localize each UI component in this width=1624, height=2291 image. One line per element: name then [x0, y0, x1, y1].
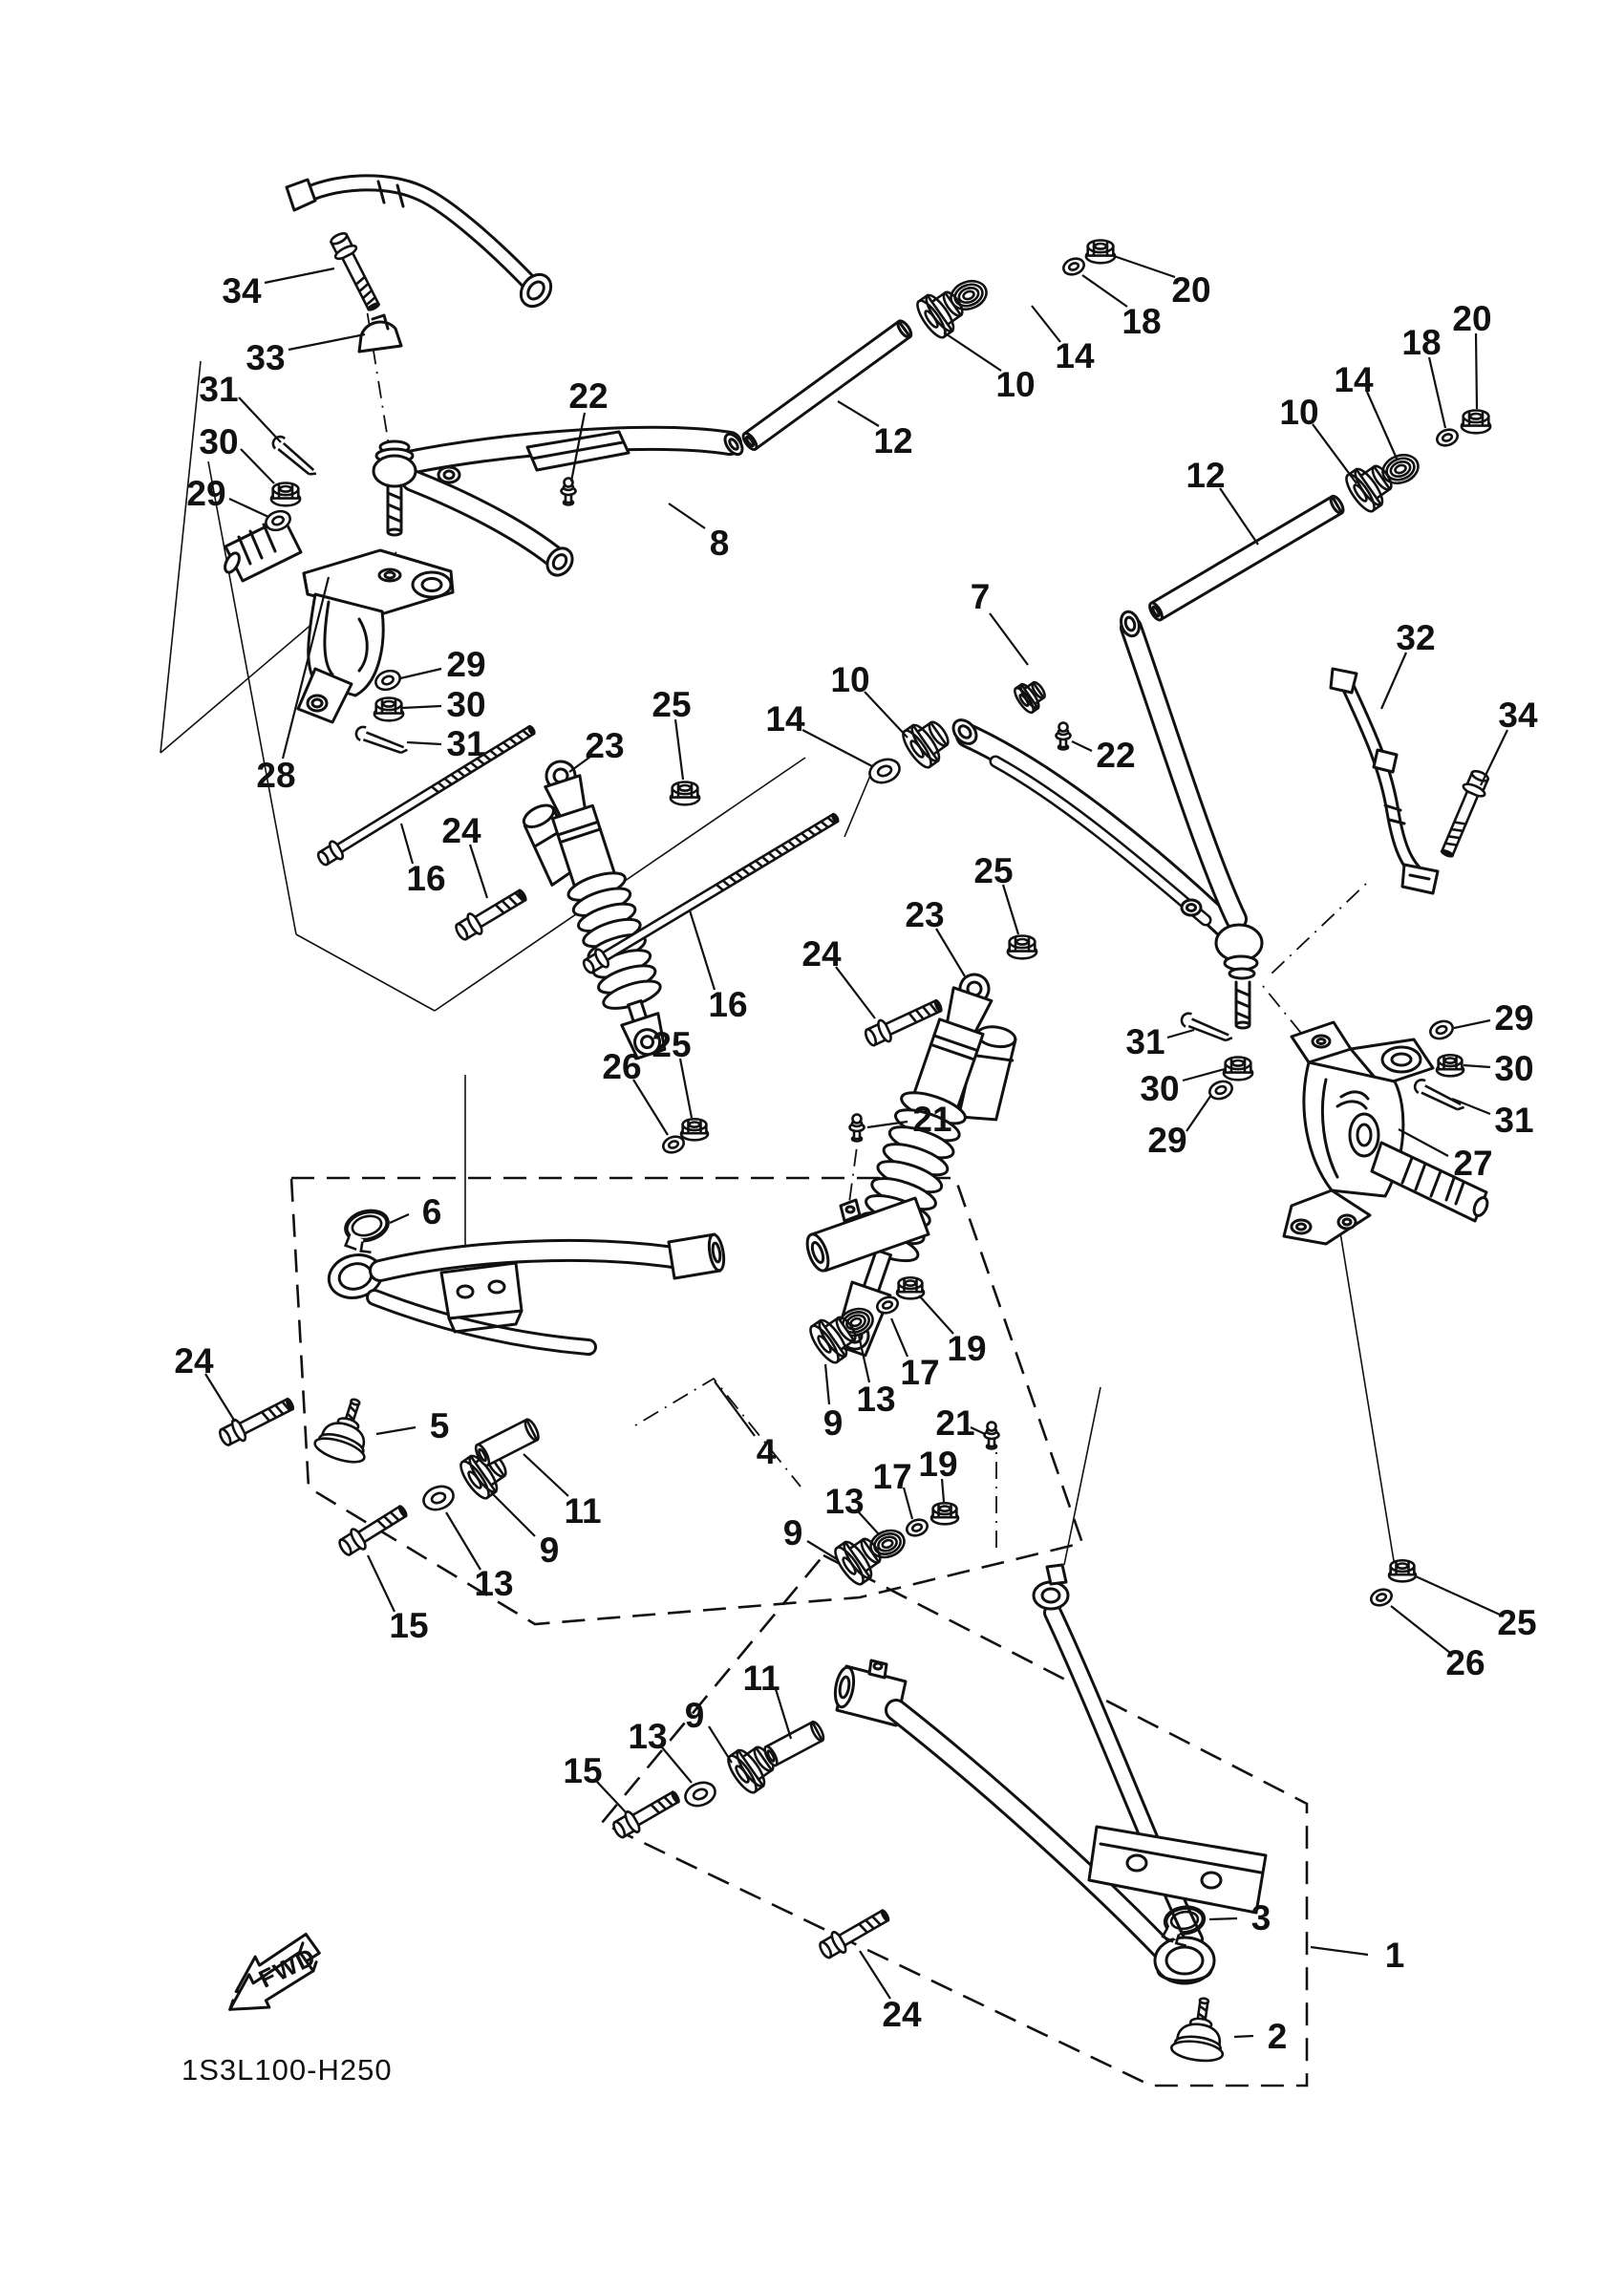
callout-label-23: 23: [585, 726, 625, 765]
pipe-clamp-33: [359, 322, 401, 352]
callout-label-9: 9: [684, 1696, 705, 1735]
callout-25-51: [1416, 1576, 1537, 1642]
callout-14-24: [1334, 360, 1397, 459]
callout-label-14: 14: [765, 699, 805, 739]
callout-22-41: [1072, 736, 1136, 775]
grease-fitting-22-left: [562, 479, 576, 505]
callout-label-29: 29: [1147, 1121, 1187, 1160]
callout-label-29: 29: [446, 645, 486, 684]
callout-13-20: [856, 1336, 895, 1419]
callout-33-69: [246, 334, 365, 377]
callout-label-17: 17: [900, 1353, 940, 1392]
callout-label-16: 16: [406, 859, 446, 898]
callout-label-9: 9: [823, 1403, 844, 1443]
pipe-33: [287, 180, 557, 352]
callout-label-29: 29: [1494, 998, 1534, 1038]
callout-31-67: [1452, 1099, 1534, 1140]
callout-label-14: 14: [1334, 360, 1374, 399]
callout-label-15: 15: [389, 1606, 429, 1645]
callout-label-18: 18: [1401, 323, 1442, 362]
callout-10-12: [944, 332, 1036, 404]
callout-19-35: [918, 1445, 957, 1502]
callout-label-21: 21: [912, 1100, 952, 1139]
callout-label-13: 13: [474, 1564, 514, 1603]
callout-21-39: [935, 1403, 985, 1443]
washer-29-b: [374, 668, 403, 693]
callout-label-10: 10: [995, 365, 1036, 404]
callout-23-43: [905, 895, 965, 976]
ball-joint-2: [1170, 1995, 1230, 2064]
callout-24-44: [441, 811, 487, 898]
callout-label-31: 31: [1494, 1101, 1534, 1140]
callout-label-12: 12: [873, 421, 913, 460]
callout-24-45: [801, 934, 875, 1018]
washer-29-c: [1207, 1079, 1234, 1102]
nut-20-mid: [1086, 241, 1115, 264]
callout-label-1: 1: [1384, 1936, 1405, 1975]
callout-24-46: [174, 1341, 235, 1422]
callout-label-2: 2: [1267, 2017, 1288, 2056]
flange-bolt-24-arm-rear: [817, 1905, 893, 1962]
flange-bolt-34-right: [1436, 768, 1492, 860]
fwd-label: FWD: [254, 1941, 321, 1994]
callout-label-30: 30: [1140, 1069, 1180, 1108]
washer-14-arm7: [866, 756, 903, 787]
callout-label-9: 9: [782, 1513, 803, 1552]
upper-arm-7: [949, 610, 1262, 1028]
callout-label-31: 31: [446, 724, 486, 763]
callout-label-11: 11: [564, 1491, 602, 1531]
nut-25-bottom-right: [1389, 1560, 1416, 1581]
diagram-code: 1S3L100-H250: [182, 2053, 393, 2087]
callout-label-34: 34: [1498, 696, 1538, 735]
pivot-tube-12-right: [1147, 494, 1345, 621]
callout-25-50: [652, 1025, 692, 1118]
callout-label-12: 12: [1186, 456, 1226, 495]
callout-7-6: [971, 577, 1028, 665]
callout-34-70: [222, 268, 334, 310]
callout-25-49: [973, 851, 1018, 934]
callout-13-21: [824, 1482, 879, 1534]
callout-29-59: [1454, 998, 1534, 1038]
nut-25-shock-left: [671, 782, 699, 805]
shock-absorber-23-left: [508, 753, 679, 1069]
dust-seal-6: [338, 1207, 394, 1258]
callout-label-6: 6: [421, 1192, 442, 1231]
collar-11-rear: [762, 1721, 825, 1767]
callout-label-23: 23: [905, 895, 945, 934]
callout-9-9: [823, 1364, 844, 1443]
callout-label-25: 25: [1497, 1603, 1537, 1642]
callout-9-8: [491, 1492, 559, 1570]
callout-30-63: [1464, 1049, 1534, 1088]
callout-label-25: 25: [652, 1025, 692, 1064]
callout-label-29: 29: [186, 474, 226, 513]
lower-arm-1: [832, 1565, 1266, 1983]
callout-24-47: [860, 1951, 922, 2034]
callout-label-15: 15: [563, 1751, 603, 1790]
callout-17-30: [891, 1318, 940, 1392]
cotter-pin-31-b: [354, 726, 410, 754]
callout-31-65: [407, 724, 486, 763]
washer-18-mid: [1061, 256, 1086, 277]
callout-label-9: 9: [539, 1531, 560, 1570]
callout-18-32: [1082, 275, 1162, 341]
arm-4-rear-tube: [803, 1198, 929, 1274]
hardware-layer: [217, 230, 1492, 2064]
nut-25-shock-right: [1008, 936, 1036, 959]
callout-label-19: 19: [918, 1445, 958, 1484]
cotter-pin-31-a: [267, 434, 324, 477]
flange-bolt-24-arm-front: [217, 1393, 297, 1449]
callout-label-10: 10: [830, 660, 870, 699]
callout-14-25: [765, 699, 872, 766]
flange-bolt-24-shock-left: [453, 885, 530, 944]
callout-30-61: [402, 685, 486, 724]
callout-18-33: [1401, 323, 1445, 428]
callout-11-16: [742, 1659, 791, 1739]
callout-label-26: 26: [602, 1047, 642, 1086]
callout-4-3: [715, 1381, 777, 1471]
callout-label-13: 13: [856, 1380, 896, 1419]
callout-20-37: [1452, 299, 1491, 409]
nut-30-knuckle-left: [271, 483, 300, 506]
nut-20-right: [1462, 411, 1490, 434]
callout-2-1: [1234, 2017, 1287, 2056]
shock-bracket: [441, 1263, 522, 1318]
callout-15-27: [563, 1751, 627, 1813]
callout-12-17: [838, 401, 913, 460]
nut-30-knuckle-right2: [1437, 1055, 1464, 1076]
callout-label-24: 24: [174, 1341, 214, 1381]
callout-label-33: 33: [246, 338, 286, 377]
callout-label-22: 22: [568, 376, 609, 416]
flange-bolt-34-left: [327, 230, 384, 314]
callout-29-56: [186, 474, 268, 517]
grease-fitting-21-left: [850, 1115, 865, 1142]
callout-label-31: 31: [1125, 1022, 1165, 1061]
callout-label-27: 27: [1453, 1144, 1493, 1183]
callout-label-10: 10: [1279, 393, 1319, 432]
callout-label-30: 30: [1494, 1049, 1534, 1088]
callout-label-17: 17: [872, 1457, 912, 1496]
grease-fitting-22-right: [1057, 723, 1071, 750]
knuckle-28: [223, 518, 453, 722]
callout-1-0: [1311, 1936, 1404, 1975]
callout-label-20: 20: [1171, 270, 1211, 310]
callout-label-16: 16: [708, 985, 748, 1024]
callout-6-5: [390, 1192, 441, 1231]
callout-label-24: 24: [441, 811, 481, 850]
callout-16-29: [690, 910, 748, 1024]
callout-label-11: 11: [742, 1659, 780, 1698]
callout-14-23: [1032, 306, 1095, 375]
callout-label-31: 31: [199, 370, 239, 409]
callout-26-53: [1391, 1606, 1485, 1682]
washer-29-d: [1428, 1018, 1455, 1041]
callout-label-26: 26: [1445, 1643, 1485, 1682]
callout-label-25: 25: [652, 685, 692, 724]
flange-bolt-15-front: [336, 1501, 411, 1559]
callout-label-34: 34: [222, 271, 262, 310]
callout-13-19: [446, 1512, 514, 1603]
washer-13-front: [420, 1483, 457, 1514]
upper-arm-8: [374, 431, 746, 580]
callout-label-13: 13: [628, 1717, 668, 1756]
callout-label-22: 22: [1096, 736, 1136, 775]
callout-9-11: [685, 1696, 732, 1763]
callout-label-7: 7: [970, 577, 991, 616]
callout-8-7: [669, 503, 729, 563]
washer-18-right: [1435, 427, 1460, 448]
nut-30-knuckle-right1: [1224, 1058, 1252, 1081]
fwd-arrow: [214, 1931, 331, 2023]
callout-32-68: [1381, 618, 1436, 709]
callout-label-24: 24: [882, 1995, 922, 2034]
callout-23-42: [569, 726, 625, 772]
cotter-pin-31-c: [1180, 1013, 1235, 1042]
callout-10-14: [830, 660, 908, 738]
washer-26-right: [1369, 1587, 1394, 1608]
callout-label-30: 30: [199, 422, 239, 461]
bushing-10-arm7: [899, 713, 956, 771]
callout-label-18: 18: [1122, 302, 1162, 341]
callout-label-20: 20: [1452, 299, 1492, 338]
callout-5-4: [376, 1406, 449, 1445]
callout-label-4: 4: [756, 1432, 777, 1471]
nut-25-mid-low: [681, 1119, 708, 1140]
callout-34-71: [1481, 696, 1538, 785]
callout-label-32: 32: [1396, 618, 1436, 657]
callout-12-18: [1186, 456, 1258, 545]
callout-label-13: 13: [824, 1482, 865, 1521]
callout-15-26: [368, 1555, 429, 1645]
callout-25-48: [652, 685, 691, 780]
bushing-22-sleeve: [1012, 676, 1050, 716]
callout-label-21: 21: [935, 1403, 975, 1443]
grease-fitting-21-right: [985, 1423, 999, 1449]
nut-19-lower: [931, 1503, 958, 1524]
nut-30-knuckle-left2: [374, 698, 403, 721]
callout-10-13: [1279, 393, 1357, 483]
callout-label-8: 8: [709, 524, 730, 563]
ball-joint-5: [312, 1392, 380, 1467]
callout-31-66: [1125, 1022, 1194, 1061]
ball-joint-upper-right: [1216, 925, 1262, 1028]
washer-13-rear: [682, 1779, 718, 1810]
callout-label-14: 14: [1055, 336, 1095, 375]
flange-bolt-15-rear: [610, 1787, 683, 1842]
callout-label-25: 25: [973, 851, 1014, 890]
callout-11-15: [524, 1454, 602, 1531]
callout-label-19: 19: [947, 1329, 987, 1368]
callout-label-30: 30: [446, 685, 486, 724]
callout-label-5: 5: [429, 1406, 450, 1445]
callout-label-3: 3: [1250, 1898, 1271, 1938]
callout-17-31: [872, 1457, 912, 1519]
knuckle-27: [1284, 1022, 1493, 1244]
callout-16-28: [401, 824, 446, 898]
washer-17-lower: [905, 1517, 930, 1538]
cotter-pin-31-d: [1412, 1079, 1468, 1111]
callout-29-57: [400, 645, 486, 684]
callout-label-28: 28: [256, 756, 296, 795]
callout-label-24: 24: [801, 934, 842, 974]
